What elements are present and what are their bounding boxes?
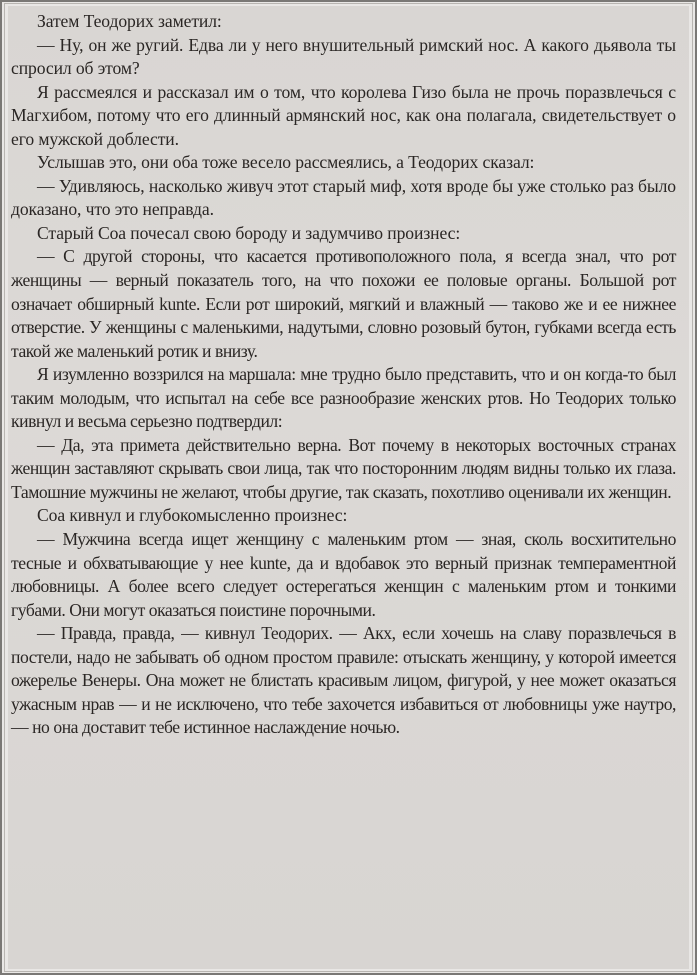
paragraph: — С другой стороны, что касается противоположного пола, я всегда знал, что рот женщины — верный показатель того, на что похожи ее половые органы. Большой рот означает обширный kunte. Если рот широкий, мягкий и влажный — таково же и ее нижнее отверстие. У женщины с маленькими, надутыми, словно розовый бутон, губками всегда есть такой же маленький ротик и внизу. [11, 246, 676, 361]
paragraph: — Ну, он же ругий. Едва ли у него внушительный римский нос. А какого дьявола ты спросил об этом? [11, 34, 676, 79]
paragraph: Услышав это, они оба тоже весело рассмеялись, а Теодорих сказал: [37, 152, 535, 173]
paragraph: — Удивляюсь, насколько живуч этот старый миф, хотя вроде бы уже столько раз было доказано, что это неправда. [11, 175, 676, 220]
paragraph: Я изумленно воззрился на маршала: мне трудно было представить, что и он когда-то был таким молодым, что испытал на себе все разнообразие женских ртов. Но Теодорих только кивнул и весьма серьезно подтвердил: [11, 364, 676, 432]
paragraph: — Да, эта примета действительно верна. Вот почему в некоторых восточных странах женщин заставляют скрывать свои лица, так что посторонним людям видны только их глаза. Тамошние мужчины не желают, чтобы другие, так сказать, похотливо оценивали их женщин. [11, 434, 676, 502]
paragraph: Затем Теодорих заметил: [37, 11, 222, 31]
paragraph: — Мужчина всегда ищет женщину с маленьким ртом — зная, сколь восхитительно тесные и обхватывающие у нее kunte, да и вдобавок это верный признак темпераментной любовницы. А более всего следует остерегаться женщин с маленьким ртом и тонкими губами. Они могут оказаться поистине порочными. [11, 529, 676, 620]
paragraph: Я рассмеялся и рассказал им о том, что королева Гизо была не прочь поразвлечься с Магхибом, потому что его длинный армянский нос, как она полагала, свидетельствует о его мужской доблести. [11, 81, 676, 149]
paragraph: Старый Соа почесал свою бороду и задумчиво произнес: [37, 222, 461, 243]
book-page [8, 6, 689, 969]
paragraph: Соа кивнул и глубокомысленно произнес: [37, 505, 348, 526]
text-block [11, 10, 676, 740]
paragraph: — Правда, правда, — кивнул Теодорих. — Акх, если хочешь на славу поразвлечься в постели, надо не забывать об одном простом правиле: отыскать женщину, у которой имеется ожерелье Венеры. Она может не блистать красивым лицом, фигурой, у нее может оказаться ужасным нрав — и не исключено, что тебе захочется избавиться от любовницы уже наутро, — но она доставит тебе истинное наслаждение ночью. [11, 623, 676, 738]
